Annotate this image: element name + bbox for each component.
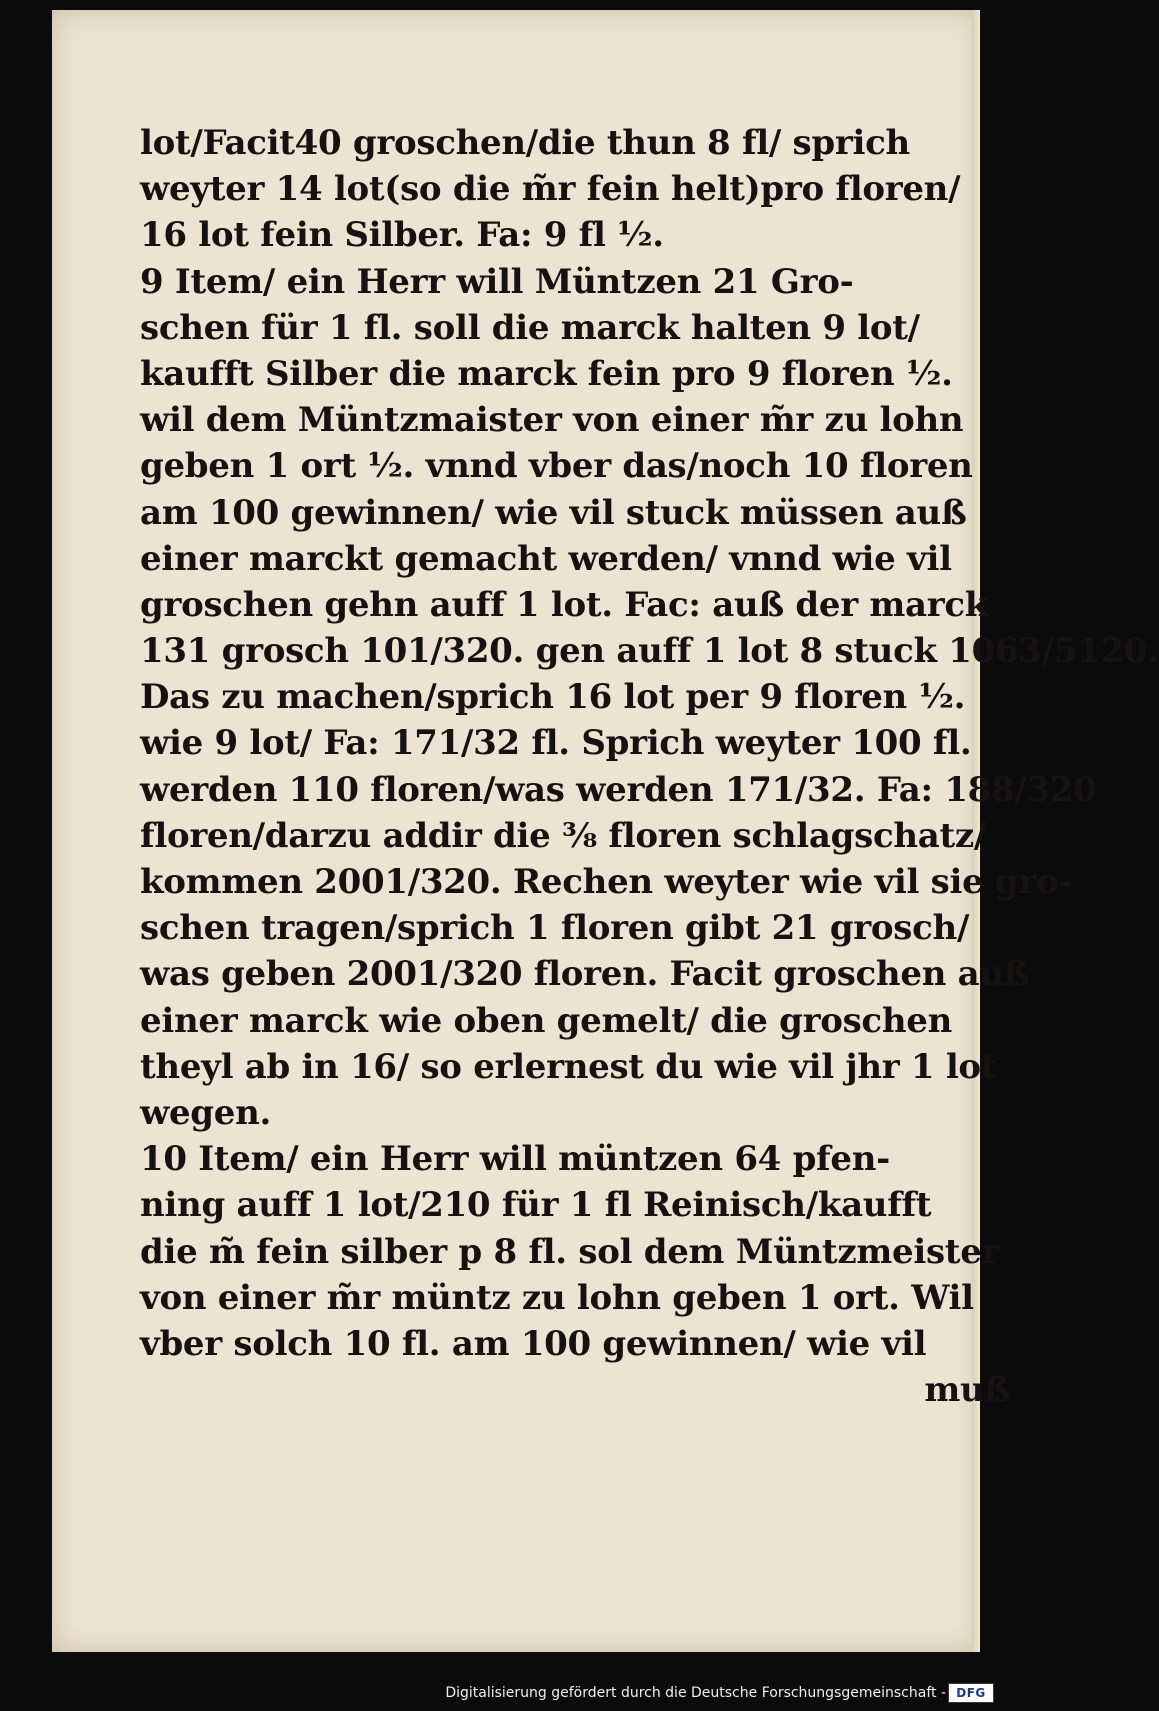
- text-line: theyl ab in 16/ so erlernest du wie vil jhr 1 lot: [140, 1046, 997, 1087]
- text-line: kaufft Silber die marck fein pro 9 floren ½.: [140, 353, 953, 394]
- text-line: 10 Item/ ein Herr will müntzen 64 pfen-: [140, 1139, 890, 1180]
- text-line: wegen.: [140, 1092, 272, 1133]
- text-line: 16 lot fein Silber. Fa: 9 fl ½.: [140, 215, 664, 256]
- text-line: floren/darzu addir die ⅜ floren schlagschatz/: [140, 815, 987, 856]
- catchword: muß: [924, 1370, 1010, 1411]
- dfg-logo-text: DFG: [956, 1686, 986, 1700]
- text-line: weyter 14 lot(so die m̃r fein helt)pro floren/: [140, 169, 961, 210]
- text-line: am 100 gewinnen/ wie vil stuck müssen auß: [140, 492, 967, 533]
- book-page: [52, 10, 1159, 1652]
- text-line: wil dem Müntzmaister von einer m̃r zu lohn: [140, 400, 964, 441]
- text-line: Das zu machen/sprich 16 lot per 9 floren ½.: [140, 677, 966, 718]
- text-line: ning auff 1 lot/210 für 1 fl Reinisch/kaufft: [140, 1185, 932, 1226]
- text-line: groschen gehn auff 1 lot. Fac: auß der marck: [140, 584, 989, 625]
- text-line: vber solch 10 fl. am 100 gewinnen/ wie vil: [140, 1323, 927, 1364]
- text-line: einer marck wie oben gemelt/ die groschen: [140, 1000, 952, 1041]
- text-line: lot/Facit40 groschen/die thun 8 fl/ sprich: [140, 123, 910, 163]
- text-line: einer marckt gemacht werden/ vnnd wie vil: [140, 538, 952, 579]
- text-line: wie 9 lot/ Fa: 171/32 fl. Sprich weyter 100 fl.: [140, 723, 972, 764]
- text-line: schen tragen/sprich 1 floren gibt 21 grosch/: [140, 908, 970, 949]
- text-line: werden 110 floren/was werden 171/32. Fa: 188/320: [140, 769, 1097, 810]
- text-line: 131 grosch 101/320. gen auff 1 lot 8 stuck 1063/5120.: [140, 631, 1159, 672]
- page-text: [140, 120, 1159, 1413]
- text-line: die m̃ fein silber p 8 fl. sol dem Müntzmeister: [140, 1231, 1000, 1272]
- text-line: geben 1 ort ½. vnnd vber das/noch 10 floren: [140, 446, 973, 487]
- text-line: von einer m̃r müntz zu lohn geben 1 ort. Wil: [140, 1277, 974, 1318]
- text-line: was geben 2001/320 floren. Facit groschen auß: [140, 954, 1030, 995]
- text-line: kommen 2001/320. Rechen weyter wie vil sie gro-: [140, 862, 1073, 902]
- text-line: 9 Item/ ein Herr will Müntzen 21 Gro-: [140, 261, 854, 302]
- funding-notice: Digitalisierung gefördert durch die Deutsche Forschungsgemeinschaft -: [445, 1685, 946, 1701]
- footer-bar: [0, 1655, 1000, 1711]
- dfg-logo-icon: [948, 1683, 994, 1703]
- text-line: schen für 1 fl. soll die marck halten 9 lot/: [140, 307, 920, 348]
